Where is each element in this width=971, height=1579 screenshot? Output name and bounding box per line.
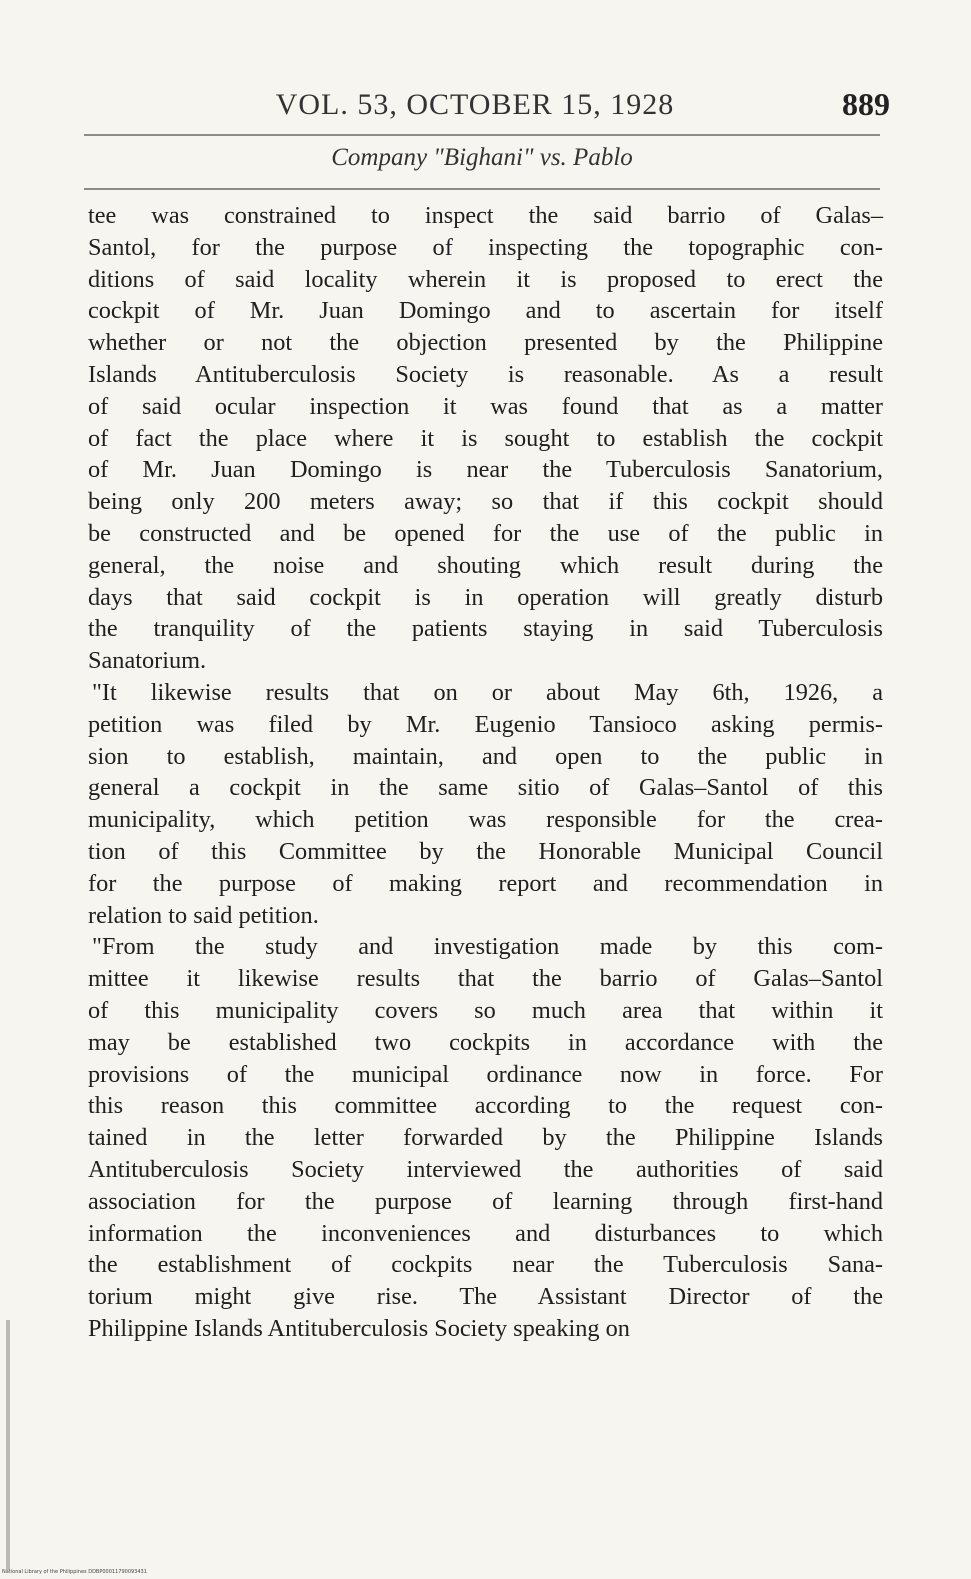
text-line: general, the noise and shouting which result during the <box>88 551 883 579</box>
text-line: of fact the place where it is sought to establish the cockpit <box>88 424 883 452</box>
text-line: mittee it likewise results that the barrio of Galas–Santol <box>88 965 883 993</box>
paragraph <box>88 200 883 677</box>
header-rule-bottom <box>84 188 880 190</box>
text-line: whether or not the objection presented by the Philippine <box>88 329 883 357</box>
text-line: this reason this committee according to the request con- <box>88 1092 883 1120</box>
text-line: being only 200 meters away; so that if this cockpit should <box>88 488 883 516</box>
volume-date-line: VOL. 53, OCTOBER 15, 1928 <box>275 88 675 121</box>
text-line: torium might give rise. The Assistant Director of the <box>88 1283 883 1311</box>
text-line: tee was constrained to inspect the said barrio of Galas– <box>88 202 883 229</box>
text-line: Islands Antituberculosis Society is reasonable. As a result <box>88 360 883 388</box>
case-title: Company "Bighani" vs. Pablo <box>331 144 633 171</box>
text-line: general a cockpit in the same sitio of Galas–Santol of this <box>88 774 883 802</box>
text-line: "From the study and investigation made by this com- <box>92 933 883 961</box>
text-line: association for the purpose of learning through first-hand <box>88 1187 883 1215</box>
text-line: provisions of the municipal ordinance now in force. For <box>88 1060 883 1088</box>
text-line: of said ocular inspection it was found that as a matter <box>88 392 883 420</box>
text-line: relation to said petition. <box>88 901 319 929</box>
text-line: be constructed and be opened for the use of the public in <box>88 519 883 547</box>
text-line: of Mr. Juan Domingo is near the Tuberculosis Sanatorium, <box>88 456 883 484</box>
page-edge-mark <box>6 1320 10 1570</box>
text-line: "It likewise results that on or about May 6th, 1926, a <box>92 678 883 706</box>
text-line: petition was filed by Mr. Eugenio Tansioco asking permis- <box>88 710 883 738</box>
text-line: municipality, which petition was responsible for the crea- <box>88 806 883 834</box>
text-line: tion of this Committee by the Honorable Municipal Council <box>88 837 883 865</box>
text-line: Sanatorium. <box>88 647 207 675</box>
text-line: Philippine Islands Antituberculosis Society speaking on <box>88 1314 630 1342</box>
scan-source-footer: National Library of the Philippines DDBP00011790093431 <box>2 1569 147 1575</box>
text-line: ditions of said locality wherein it is proposed to erect the <box>88 265 883 293</box>
page-number: 889 <box>842 86 890 122</box>
text-line: for the purpose of making report and recommendation in <box>88 869 883 897</box>
text-line: days that said cockpit is in operation will greatly disturb <box>88 583 883 611</box>
text-line: cockpit of Mr. Juan Domingo and to ascertain for itself <box>88 297 883 325</box>
text-line: may be established two cockpits in accordance with the <box>88 1028 883 1056</box>
running-head <box>90 86 890 126</box>
text-line: of this municipality covers so much area that within it <box>88 996 883 1024</box>
text-line: the tranquility of the patients staying in said Tuberculosis <box>88 615 883 643</box>
text-line: sion to establish, maintain, and open to the public in <box>88 742 883 770</box>
paragraph <box>88 677 883 931</box>
text-line: Santol, for the purpose of inspecting the topographic con- <box>88 233 883 261</box>
text-line: the establishment of cockpits near the Tuberculosis Sana- <box>88 1251 883 1279</box>
paragraph <box>88 931 883 1344</box>
header-rule-top <box>84 134 880 136</box>
body-text <box>88 200 883 1345</box>
text-line: tained in the letter forwarded by the Philippine Islands <box>88 1124 883 1152</box>
text-line: Antituberculosis Society interviewed the authorities of said <box>88 1155 883 1183</box>
text-line: information the inconveniences and disturbances to which <box>88 1219 883 1247</box>
